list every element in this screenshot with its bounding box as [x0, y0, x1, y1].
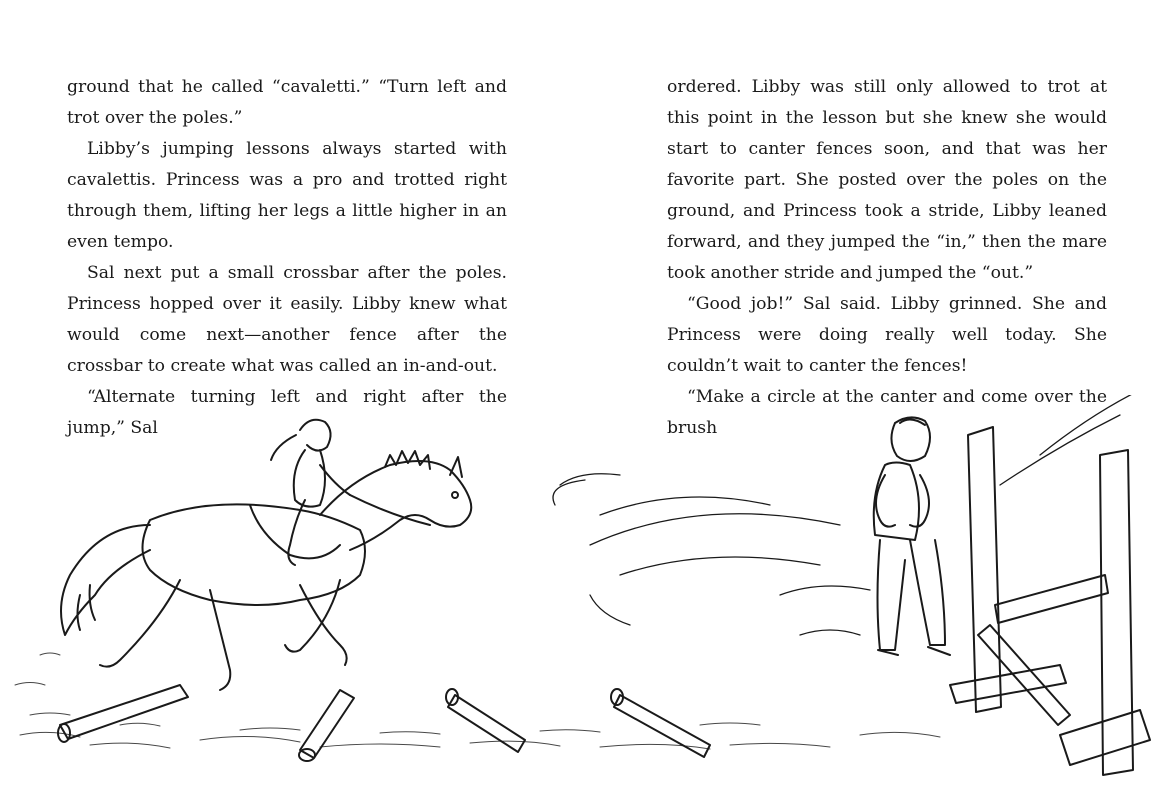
ground-poles	[58, 685, 710, 761]
paragraph: “Good job!” Sal said. Libby grinned. She and Princess were doing really well today. She couldn’t wait to canter the fences!	[667, 294, 1107, 376]
riding-lesson-illustration	[0, 395, 1173, 800]
paragraph: Sal next put a small crossbar after the poles. Princess hopped over it easily. Libby knew what would come next—another fence after the crossbar to create what was called an in-and-out.	[67, 263, 507, 376]
pony-and-rider	[61, 420, 471, 690]
right-page-text	[667, 72, 1107, 444]
ground-texture	[15, 653, 940, 749]
left-page-text	[67, 72, 507, 444]
paragraph: “Alternate turning left and right after the jump,” Sal	[67, 387, 507, 438]
motion-lines	[553, 395, 1140, 635]
jump-fence	[950, 427, 1150, 775]
instructor-figure	[874, 417, 950, 655]
paragraph: ground that he called “cavaletti.” “Turn left and trot over the poles.”	[67, 77, 507, 128]
paragraph: Libby’s jumping lessons always started with cavalettis. Princess was a pro and trotted right through them, lifting her legs a little higher in an even tempo.	[67, 139, 507, 252]
paragraph: ordered. Libby was still only allowed to trot at this point in the lesson but she knew she would start to canter fences soon, and that was her favorite part. She posted over the poles on the ground, and Princess took a stride, Libby leaned forward, and they jumped the “in,” then the mare took another stride and jumped the “out.”	[667, 77, 1107, 283]
paragraph: “Make a circle at the canter and come over the brush	[667, 387, 1107, 438]
